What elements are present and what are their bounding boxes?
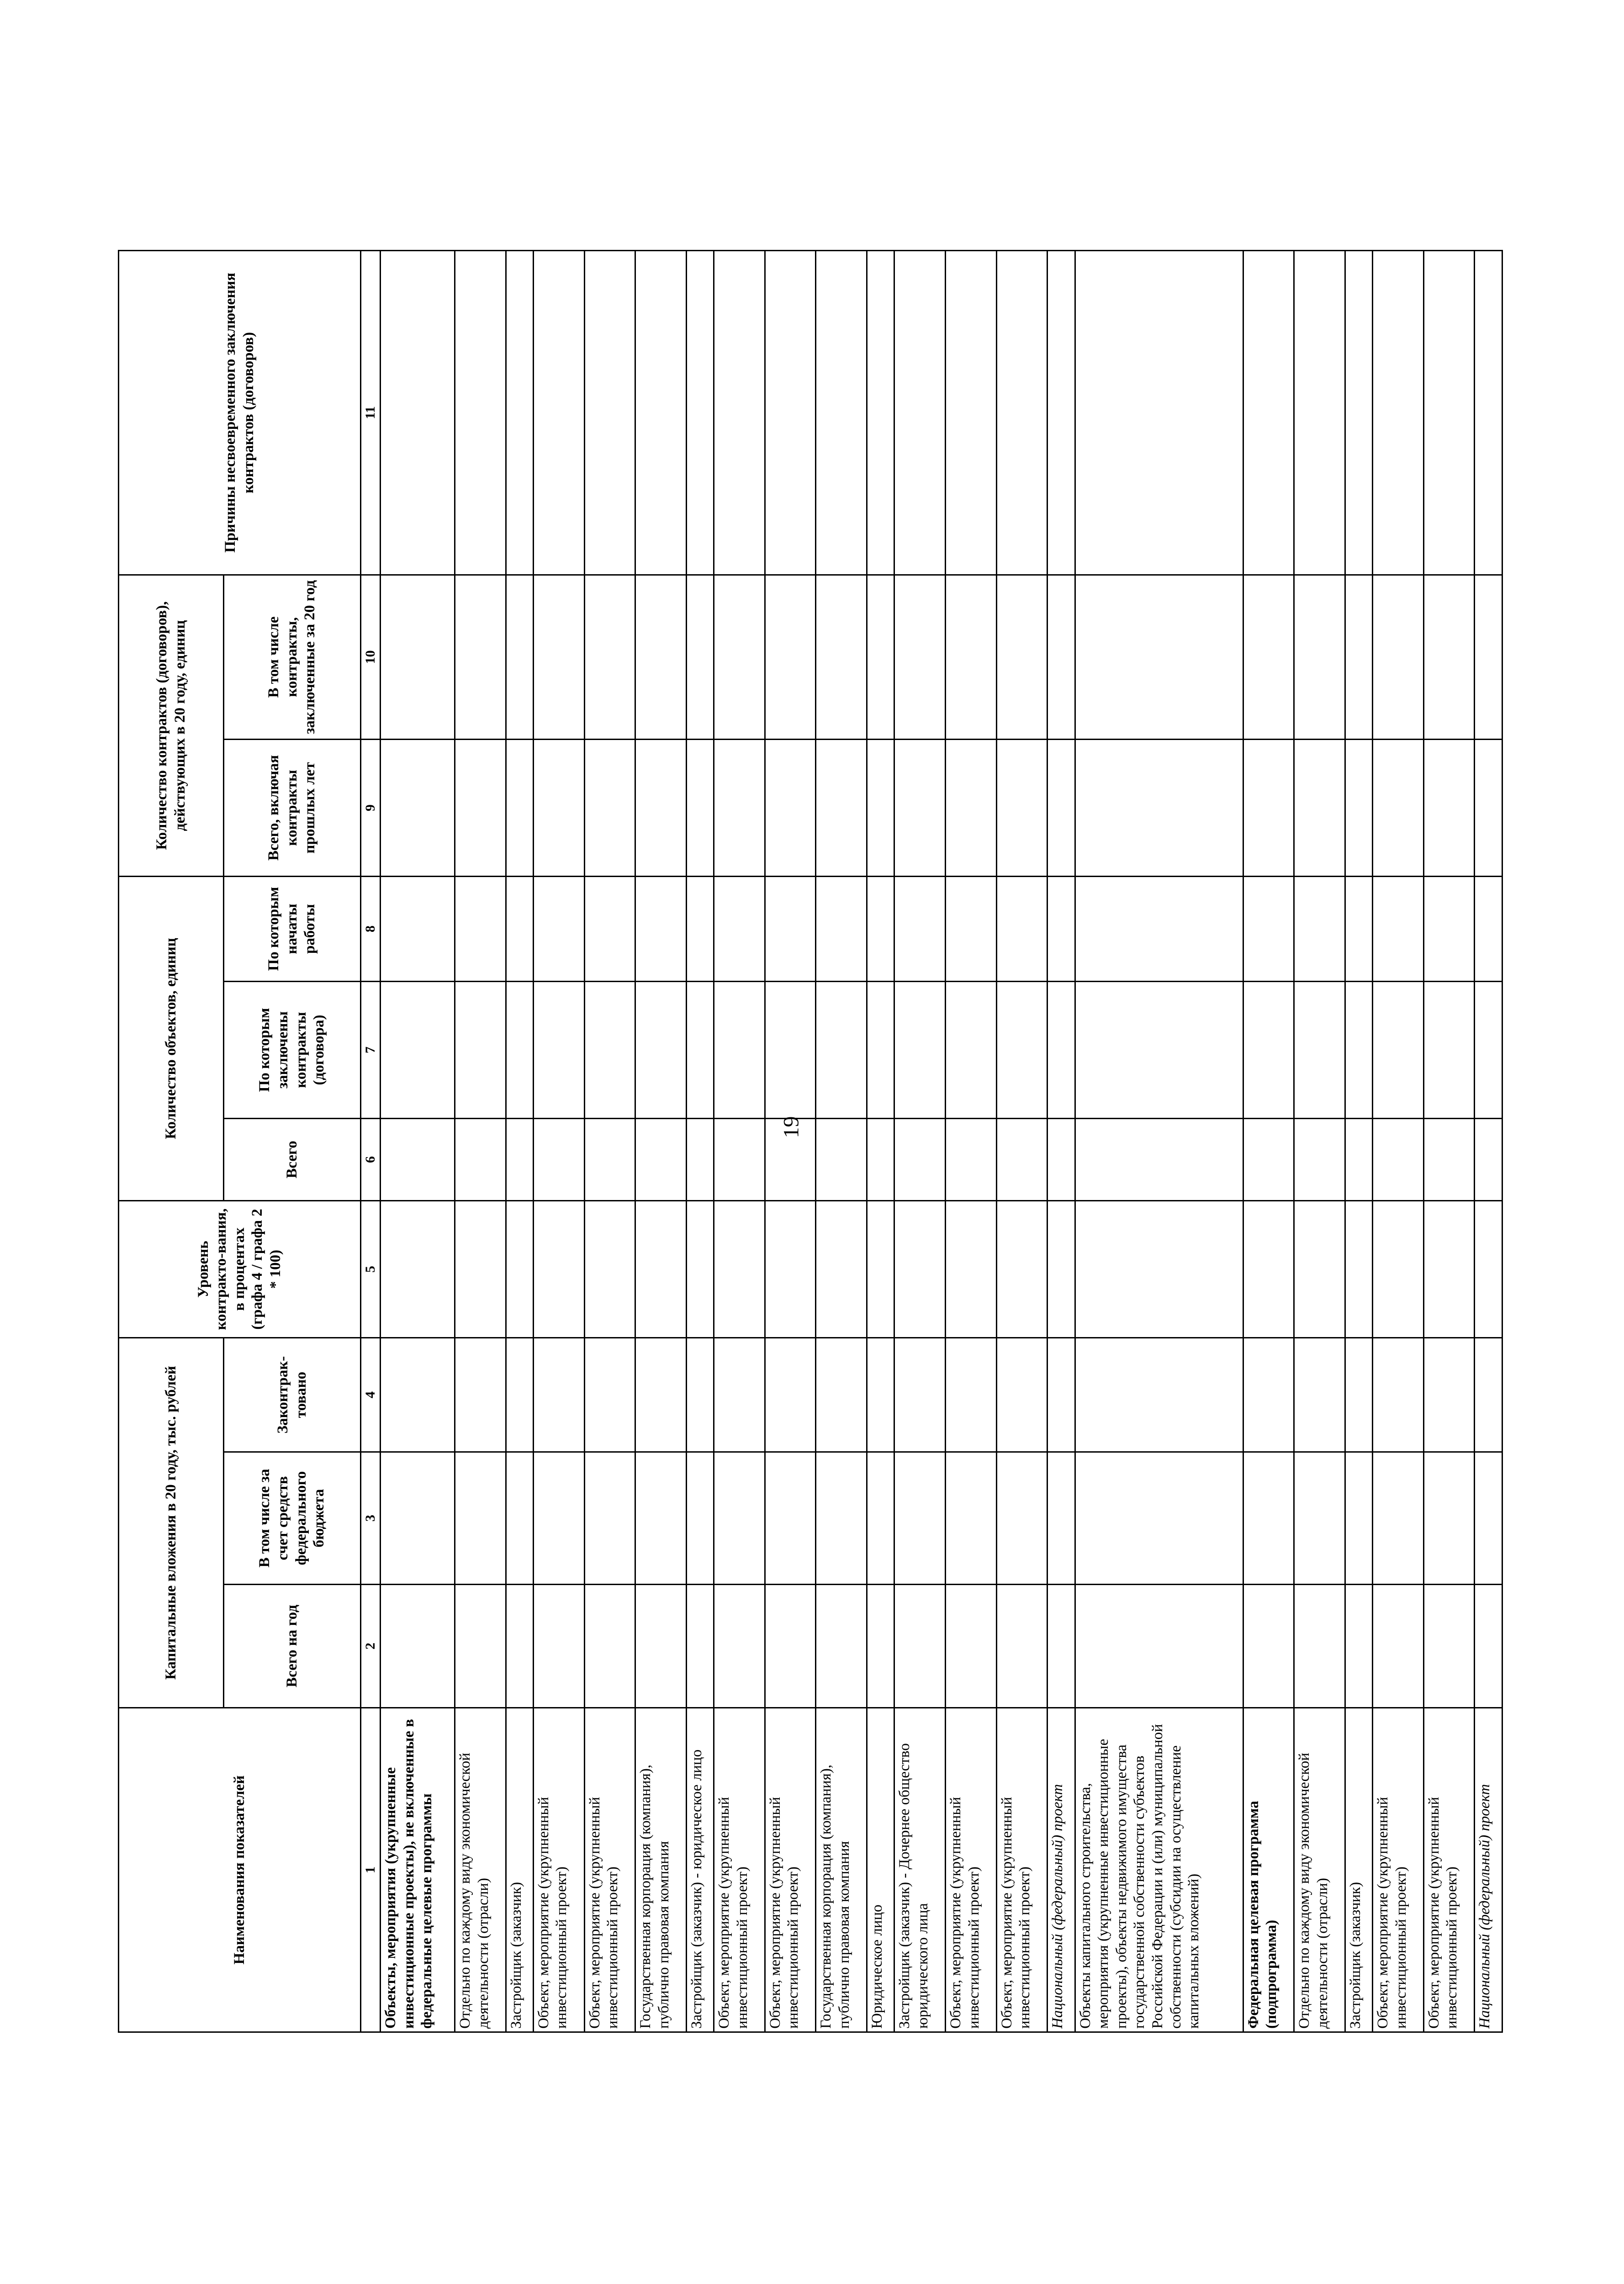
empty-cell — [1475, 1452, 1502, 1585]
empty-cell — [635, 1200, 687, 1338]
column-number: 11 — [361, 250, 381, 575]
header-cap-total: Всего на год — [224, 1585, 361, 1708]
empty-cell — [945, 1452, 996, 1585]
empty-cell — [945, 1338, 996, 1452]
empty-cell — [381, 876, 455, 981]
indicators-table — [118, 250, 1503, 2033]
header-obj-started: По которым начаты работы — [224, 876, 361, 981]
empty-cell — [455, 1452, 506, 1585]
empty-cell — [1423, 981, 1475, 1118]
row-label: Объект, мероприятие (укрупненный инвестиционный проект) — [945, 1708, 996, 2032]
row-label: Застройщик (заказчик) - Дочернее общество юридического лица — [894, 1708, 946, 2032]
empty-cell — [996, 1200, 1047, 1338]
empty-cell — [867, 1200, 894, 1338]
empty-cell — [1294, 250, 1345, 575]
empty-cell — [455, 739, 506, 876]
empty-cell — [533, 981, 584, 1118]
empty-cell — [455, 1200, 506, 1338]
empty-cell — [686, 575, 714, 739]
row-label: Объект, мероприятие (укрупненный инвестиционный проект) — [765, 1708, 816, 2032]
empty-cell — [1345, 1585, 1372, 1708]
empty-cell — [686, 876, 714, 981]
empty-cell — [1294, 1338, 1345, 1452]
empty-cell — [1423, 1118, 1475, 1200]
table-row — [867, 250, 894, 2032]
empty-cell — [765, 876, 816, 981]
empty-cell — [1373, 575, 1424, 739]
empty-cell — [533, 250, 584, 575]
empty-cell — [1075, 575, 1243, 739]
row-label: Государственная корпорация (компания), публично правовая компания — [816, 1708, 867, 2032]
empty-cell — [894, 575, 946, 739]
empty-cell — [894, 981, 946, 1118]
row-label: Застройщик (заказчик) — [506, 1708, 533, 2032]
empty-cell — [635, 981, 687, 1118]
empty-cell — [1243, 739, 1294, 876]
empty-cell — [765, 1585, 816, 1708]
empty-cell — [765, 1452, 816, 1585]
empty-cell — [894, 1118, 946, 1200]
empty-cell — [506, 250, 533, 575]
empty-cell — [1243, 1338, 1294, 1452]
row-label: Объект, мероприятие (укрупненный инвестиционный проект) — [1423, 1708, 1475, 2032]
empty-cell — [1345, 876, 1372, 981]
empty-cell — [945, 981, 996, 1118]
empty-cell — [1243, 1118, 1294, 1200]
empty-cell — [1423, 1452, 1475, 1585]
table-row — [1373, 250, 1424, 2032]
empty-cell — [1475, 1118, 1502, 1200]
empty-cell — [1243, 981, 1294, 1118]
empty-cell — [635, 1585, 687, 1708]
empty-cell — [714, 739, 765, 876]
empty-cell — [533, 1118, 584, 1200]
column-number: 1 — [361, 1708, 381, 2032]
empty-cell — [1047, 1585, 1075, 1708]
column-number: 2 — [361, 1585, 381, 1708]
empty-cell — [506, 739, 533, 876]
empty-cell — [1345, 1338, 1372, 1452]
empty-cell — [996, 1452, 1047, 1585]
header-contracting-level: Уровень контракто-вания, в процентах (графа 4 / графа 2 * 100) — [119, 1200, 361, 1338]
empty-cell — [867, 575, 894, 739]
empty-cell — [1373, 1338, 1424, 1452]
empty-cell — [1423, 1200, 1475, 1338]
row-label: Национальный (федеральный) проект — [1047, 1708, 1075, 2032]
empty-cell — [686, 1452, 714, 1585]
table-row — [714, 250, 765, 2032]
empty-cell — [996, 250, 1047, 575]
empty-cell — [1345, 575, 1372, 739]
empty-cell — [506, 1118, 533, 1200]
empty-cell — [506, 575, 533, 739]
table-row — [506, 250, 533, 2032]
empty-cell — [894, 250, 946, 575]
column-number: 10 — [361, 575, 381, 739]
empty-cell — [506, 1200, 533, 1338]
empty-cell — [584, 1118, 635, 1200]
empty-cell — [1075, 981, 1243, 1118]
empty-cell — [584, 575, 635, 739]
empty-cell — [1075, 1585, 1243, 1708]
empty-cell — [945, 250, 996, 575]
header-cap-federal: В том числе за счет средств федерального бюджета — [224, 1452, 361, 1585]
column-number: 3 — [361, 1452, 381, 1585]
table-row — [894, 250, 946, 2032]
empty-cell — [533, 1200, 584, 1338]
empty-cell — [996, 739, 1047, 876]
header-reasons: Причины несвоевременного заключения контрактов (договоров) — [119, 250, 361, 575]
empty-cell — [1075, 876, 1243, 981]
empty-cell — [1047, 739, 1075, 876]
empty-cell — [455, 981, 506, 1118]
empty-cell — [1345, 250, 1372, 575]
empty-cell — [1075, 1452, 1243, 1585]
empty-cell — [1423, 1338, 1475, 1452]
table-row — [455, 250, 506, 2032]
empty-cell — [584, 1585, 635, 1708]
empty-cell — [584, 981, 635, 1118]
row-label: Национальный (федеральный) проект — [1475, 1708, 1502, 2032]
empty-cell — [1243, 1585, 1294, 1708]
empty-cell — [1345, 1200, 1372, 1338]
empty-cell — [816, 1118, 867, 1200]
empty-cell — [686, 739, 714, 876]
empty-cell — [714, 1585, 765, 1708]
empty-cell — [1345, 1452, 1372, 1585]
empty-cell — [996, 981, 1047, 1118]
empty-cell — [1243, 1452, 1294, 1585]
row-label: Объект, мероприятие (укрупненный инвестиционный проект) — [714, 1708, 765, 2032]
header-cap-contracted: Законтрак-товано — [224, 1338, 361, 1452]
table-row — [996, 250, 1047, 2032]
row-label: Юридическое лицо — [867, 1708, 894, 2032]
empty-cell — [1475, 1585, 1502, 1708]
empty-cell — [1047, 1200, 1075, 1338]
empty-cell — [996, 1118, 1047, 1200]
empty-cell — [686, 1118, 714, 1200]
empty-cell — [1075, 1118, 1243, 1200]
row-label: Объект, мероприятие (укрупненный инвестиционный проект) — [996, 1708, 1047, 2032]
empty-cell — [686, 1200, 714, 1338]
empty-cell — [533, 575, 584, 739]
empty-cell — [765, 575, 816, 739]
empty-cell — [816, 1200, 867, 1338]
empty-cell — [1373, 1200, 1424, 1338]
empty-cell — [894, 739, 946, 876]
empty-cell — [635, 739, 687, 876]
row-label: Отдельно по каждому виду экономической деятельности (отрасли) — [1294, 1708, 1345, 2032]
table-row — [816, 250, 867, 2032]
empty-cell — [765, 1118, 816, 1200]
column-number: 9 — [361, 739, 381, 876]
empty-cell — [1294, 981, 1345, 1118]
empty-cell — [455, 1118, 506, 1200]
empty-cell — [381, 1338, 455, 1452]
empty-cell — [455, 575, 506, 739]
empty-cell — [1345, 981, 1372, 1118]
table-row — [1047, 250, 1075, 2032]
empty-cell — [996, 575, 1047, 739]
empty-cell — [816, 250, 867, 575]
row-label: Отдельно по каждому виду экономической деятельности (отрасли) — [455, 1708, 506, 2032]
empty-cell — [584, 1338, 635, 1452]
header-obj-contracted: По которым заключены контракты (договора) — [224, 981, 361, 1118]
empty-cell — [686, 1338, 714, 1452]
empty-cell — [1373, 1585, 1424, 1708]
empty-cell — [533, 1338, 584, 1452]
empty-cell — [584, 250, 635, 575]
empty-cell — [455, 1338, 506, 1452]
empty-cell — [1243, 575, 1294, 739]
empty-cell — [1475, 739, 1502, 876]
empty-cell — [533, 1452, 584, 1585]
empty-cell — [1075, 1338, 1243, 1452]
table-row — [765, 250, 816, 2032]
empty-cell — [1075, 739, 1243, 876]
empty-cell — [506, 1452, 533, 1585]
column-number: 5 — [361, 1200, 381, 1338]
empty-cell — [1294, 1200, 1345, 1338]
empty-cell — [381, 1118, 455, 1200]
empty-cell — [996, 1338, 1047, 1452]
empty-cell — [1373, 1452, 1424, 1585]
empty-cell — [455, 250, 506, 575]
header-objects-count: Количество объектов, единиц — [119, 876, 224, 1200]
header-con-current: В том числе контракты, заключенные за 20 год — [224, 575, 361, 739]
empty-cell — [816, 575, 867, 739]
table-row — [584, 250, 635, 2032]
empty-cell — [894, 876, 946, 981]
row-label: Объект, мероприятие (укрупненный инвестиционный проект) — [584, 1708, 635, 2032]
empty-cell — [1047, 575, 1075, 739]
empty-cell — [894, 1585, 946, 1708]
empty-cell — [1047, 1452, 1075, 1585]
empty-cell — [867, 739, 894, 876]
empty-cell — [816, 876, 867, 981]
empty-cell — [1423, 739, 1475, 876]
empty-cell — [894, 1200, 946, 1338]
empty-cell — [765, 1200, 816, 1338]
empty-cell — [635, 876, 687, 981]
empty-cell — [867, 250, 894, 575]
empty-cell — [867, 1338, 894, 1452]
empty-cell — [533, 1585, 584, 1708]
empty-cell — [1047, 1118, 1075, 1200]
empty-cell — [894, 1338, 946, 1452]
table-row — [635, 250, 687, 2032]
empty-cell — [1294, 575, 1345, 739]
rotated-table-wrapper — [118, 251, 1503, 2033]
empty-cell — [765, 1338, 816, 1452]
table-row — [1475, 250, 1502, 2032]
empty-cell — [945, 739, 996, 876]
empty-cell — [945, 1118, 996, 1200]
empty-cell — [381, 981, 455, 1118]
empty-cell — [1373, 1118, 1424, 1200]
empty-cell — [765, 250, 816, 575]
empty-cell — [714, 575, 765, 739]
row-label: Объекты капитального строительства, мероприятия (укрупненные инвестиционные проекты), объекты недвижимого имущества государственной собственности субъектов Российской Федерации и (или) муниципальной собственности (субсидии на осуществление капитальных вложений) — [1075, 1708, 1243, 2032]
column-numbers-row — [361, 250, 381, 2032]
empty-cell — [867, 1118, 894, 1200]
empty-cell — [635, 1452, 687, 1585]
empty-cell — [1345, 1118, 1372, 1200]
table-row — [1423, 250, 1475, 2032]
empty-cell — [1294, 1118, 1345, 1200]
table-row — [533, 250, 584, 2032]
empty-cell — [506, 1585, 533, 1708]
table-row — [945, 250, 996, 2032]
header-obj-total: Всего — [224, 1118, 361, 1200]
empty-cell — [1423, 1585, 1475, 1708]
empty-cell — [1423, 250, 1475, 575]
empty-cell — [381, 575, 455, 739]
empty-cell — [1345, 739, 1372, 876]
empty-cell — [635, 575, 687, 739]
empty-cell — [381, 1452, 455, 1585]
empty-cell — [1047, 981, 1075, 1118]
empty-cell — [1423, 575, 1475, 739]
empty-cell — [1294, 1585, 1345, 1708]
empty-cell — [1475, 981, 1502, 1118]
empty-cell — [686, 250, 714, 575]
empty-cell — [1243, 876, 1294, 981]
column-number: 6 — [361, 1118, 381, 1200]
empty-cell — [945, 1200, 996, 1338]
empty-cell — [1294, 876, 1345, 981]
empty-cell — [1373, 981, 1424, 1118]
empty-cell — [996, 1585, 1047, 1708]
empty-cell — [381, 1200, 455, 1338]
header-indicator-names: Наименования показателей — [119, 1708, 361, 2032]
column-number: 8 — [361, 876, 381, 981]
empty-cell — [584, 1200, 635, 1338]
empty-cell — [506, 981, 533, 1118]
empty-cell — [506, 1338, 533, 1452]
empty-cell — [686, 981, 714, 1118]
empty-cell — [945, 1585, 996, 1708]
empty-cell — [1047, 1338, 1075, 1452]
header-con-total: Всего, включая контракты прошлых лет — [224, 739, 361, 876]
empty-cell — [867, 1585, 894, 1708]
column-number: 4 — [361, 1338, 381, 1452]
empty-cell — [765, 981, 816, 1118]
empty-cell — [714, 1452, 765, 1585]
empty-cell — [1475, 575, 1502, 739]
empty-cell — [533, 876, 584, 981]
empty-cell — [381, 1585, 455, 1708]
page-number: 19 — [779, 1116, 804, 1138]
empty-cell — [867, 981, 894, 1118]
empty-cell — [1475, 250, 1502, 575]
empty-cell — [714, 1200, 765, 1338]
empty-cell — [816, 1452, 867, 1585]
empty-cell — [381, 250, 455, 575]
empty-cell — [945, 876, 996, 981]
empty-cell — [584, 1452, 635, 1585]
empty-cell — [455, 876, 506, 981]
empty-cell — [816, 1585, 867, 1708]
empty-cell — [714, 250, 765, 575]
empty-cell — [1373, 739, 1424, 876]
empty-cell — [1475, 1338, 1502, 1452]
empty-cell — [1075, 1200, 1243, 1338]
empty-cell — [455, 1585, 506, 1708]
table-row — [686, 250, 714, 2032]
empty-cell — [635, 250, 687, 575]
empty-cell — [1475, 876, 1502, 981]
empty-cell — [714, 1118, 765, 1200]
empty-cell — [765, 739, 816, 876]
empty-cell — [1294, 739, 1345, 876]
table-row — [1075, 250, 1243, 2032]
empty-cell — [635, 1338, 687, 1452]
empty-cell — [1047, 250, 1075, 575]
row-label: Федеральная целевая программа (подпрограмма) — [1243, 1708, 1294, 2032]
empty-cell — [1243, 250, 1294, 575]
empty-cell — [945, 575, 996, 739]
empty-cell — [867, 1452, 894, 1585]
empty-cell — [714, 876, 765, 981]
empty-cell — [1075, 250, 1243, 575]
empty-cell — [584, 739, 635, 876]
table-row — [381, 250, 455, 2032]
empty-cell — [816, 739, 867, 876]
row-label: Застройщик (заказчик) - юридическое лицо — [686, 1708, 714, 2032]
empty-cell — [686, 1585, 714, 1708]
empty-cell — [584, 876, 635, 981]
column-number: 7 — [361, 981, 381, 1118]
empty-cell — [714, 1338, 765, 1452]
empty-cell — [1243, 1200, 1294, 1338]
row-label: Объект, мероприятие (укрупненный инвестиционный проект) — [1373, 1708, 1424, 2032]
empty-cell — [867, 876, 894, 981]
empty-cell — [816, 1338, 867, 1452]
empty-cell — [533, 739, 584, 876]
empty-cell — [1423, 876, 1475, 981]
empty-cell — [506, 876, 533, 981]
header-capital-investment: Капитальные вложения в 20 году, тыс. рублей — [119, 1338, 224, 1708]
table-row — [1345, 250, 1372, 2032]
empty-cell — [381, 739, 455, 876]
empty-cell — [1475, 1200, 1502, 1338]
row-label: Объект, мероприятие (укрупненный инвестиционный проект) — [533, 1708, 584, 2032]
empty-cell — [816, 981, 867, 1118]
row-label: Государственная корпорация (компания), публично правовая компания — [635, 1708, 687, 2032]
empty-cell — [1373, 876, 1424, 981]
table-body — [381, 250, 1502, 2032]
empty-cell — [1373, 250, 1424, 575]
empty-cell — [635, 1118, 687, 1200]
header-contracts-count: Количество контрактов (договоров), действующих в 20 году, единиц — [119, 575, 224, 876]
empty-cell — [1047, 876, 1075, 981]
row-label: Застройщик (заказчик) — [1345, 1708, 1372, 2032]
empty-cell — [894, 1452, 946, 1585]
table-row — [1243, 250, 1294, 2032]
empty-cell — [1294, 1452, 1345, 1585]
row-label: Объекты, мероприятия (укрупненные инвестиционные проекты), не включенные в федеральные целевые программы — [381, 1708, 455, 2032]
empty-cell — [996, 876, 1047, 981]
table-row — [1294, 250, 1345, 2032]
empty-cell — [714, 981, 765, 1118]
